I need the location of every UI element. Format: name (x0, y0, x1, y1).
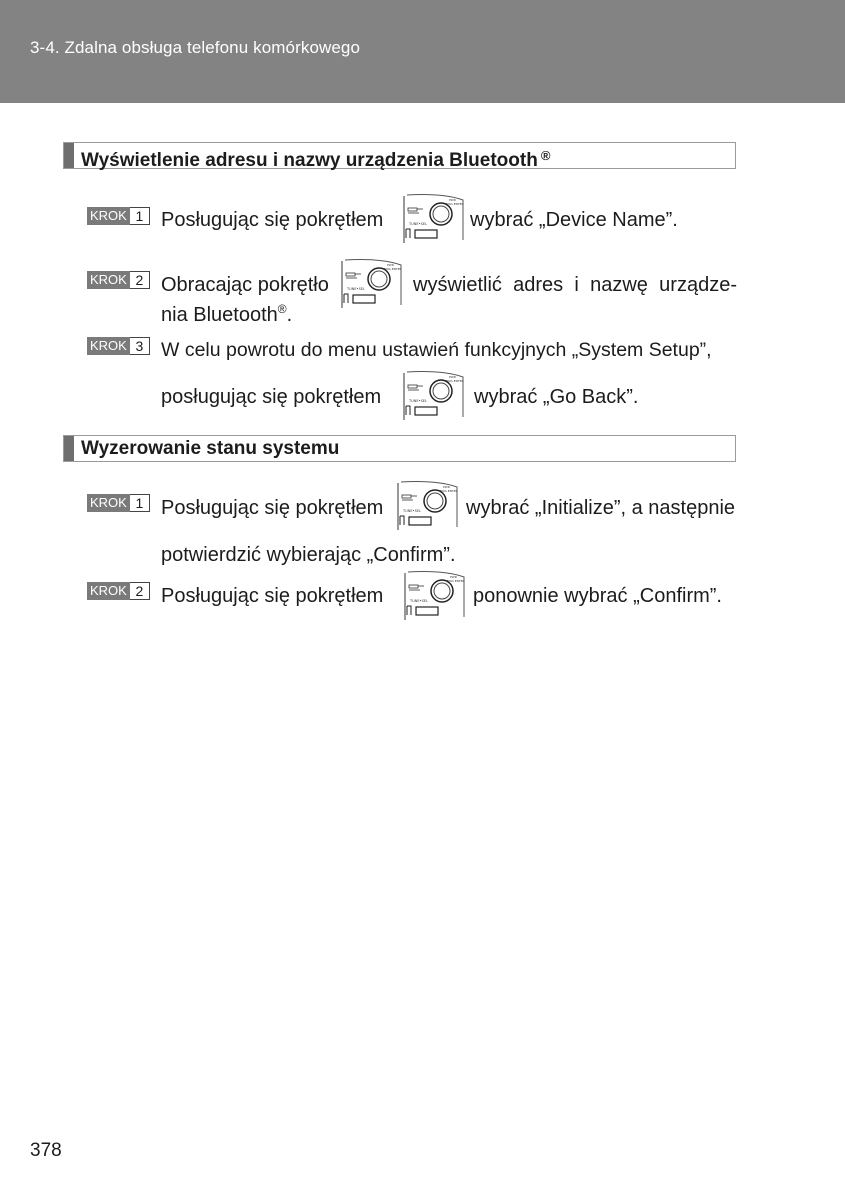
step-badge-number: 2 (130, 582, 150, 600)
step-text: Posługując się pokrętłem (161, 497, 384, 519)
page-header (0, 0, 845, 103)
step-text: wybrać „Device Name”. (470, 209, 678, 231)
section-heading-bluetooth-address (63, 142, 736, 169)
tune-sel-knob-icon (403, 194, 465, 244)
step-badge-number: 1 (130, 494, 150, 512)
step-badge-number: 3 (130, 337, 150, 355)
step-text: wyświetlić adres i nazwę urządze- (413, 274, 737, 296)
section-heading-system-reset (63, 435, 736, 462)
step-badge-label: KROK (87, 337, 130, 355)
step-text: Posługując się pokrętłem (161, 209, 384, 231)
step-badge-label: KROK (87, 582, 130, 600)
registered-mark: ® (540, 148, 551, 163)
tune-sel-knob-icon (397, 481, 459, 531)
step-badge-number: 2 (130, 271, 150, 289)
step-text-line2: potwierdzić wybierając „Confirm”. (161, 544, 456, 566)
step-badge-label: KROK (87, 494, 130, 512)
step-badge-label: KROK (87, 271, 130, 289)
page-number: 378 (30, 1140, 62, 1161)
period: . (286, 304, 293, 326)
step-text: Obracając pokrętło (161, 274, 329, 296)
heading-bar (64, 436, 74, 461)
step-text: wybrać „Initialize”, a następnie (466, 497, 736, 519)
section-heading-text: Wyzerowanie stanu systemu (81, 438, 340, 459)
step-badge-number: 1 (130, 207, 150, 225)
section-heading-text: Wyświetlenie adresu i nazwy urządzenia Bluetooth (81, 150, 538, 171)
step-text: Posługując się pokrętłem (161, 585, 384, 607)
step-badge-label: KROK (87, 207, 130, 225)
step-badge-1 (87, 494, 150, 512)
tune-sel-knob-icon (341, 259, 403, 309)
chapter-title: 3-4. Zdalna obsługa telefonu komórkowego (30, 38, 361, 57)
step-text: wybrać „Go Back”. (474, 386, 639, 408)
step-text: W celu powrotu do menu ustawień funkcyjnych „System Setup”, (161, 339, 712, 361)
step-badge-2 (87, 271, 150, 289)
step-badge-1 (87, 207, 150, 225)
tune-sel-knob-icon (404, 571, 466, 621)
registered-mark: ® (277, 302, 287, 316)
step-text: posługując się pokrętłem (161, 386, 382, 408)
tune-sel-knob-icon (403, 371, 465, 421)
heading-bar (64, 143, 74, 168)
step-badge-3 (87, 337, 150, 355)
step-text-line2: nia Bluetooth (161, 304, 278, 326)
step-badge-2 (87, 582, 150, 600)
step-text: ponownie wybrać „Confirm”. (473, 585, 722, 607)
